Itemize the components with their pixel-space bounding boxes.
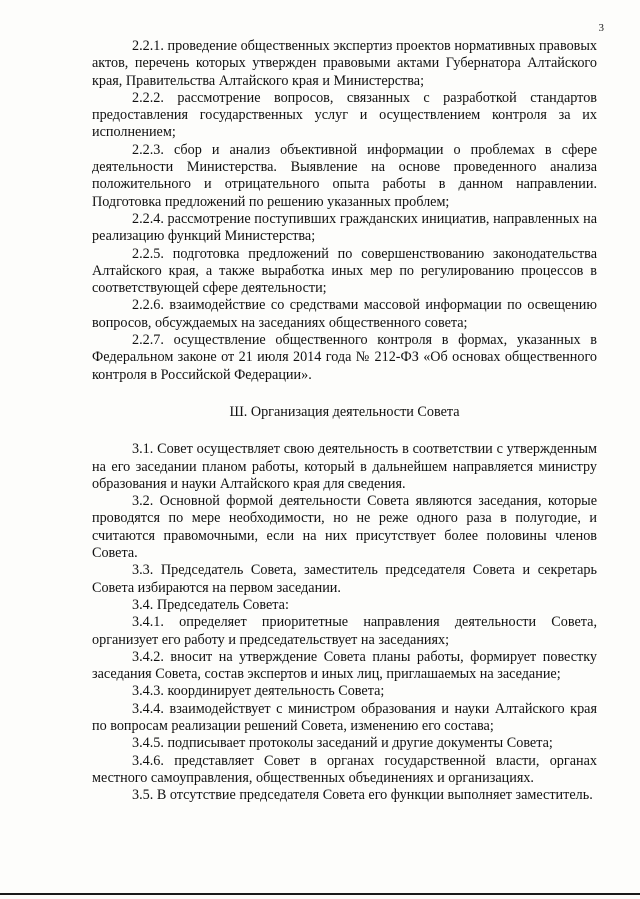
paragraph-2-2-4: 2.2.4. рассмотрение поступивших гражданских инициатив, направленных на реализацию функций Министерства;	[92, 210, 597, 245]
paragraph-3-4-2: 3.4.2. вносит на утверждение Совета планы работы, формирует повестку заседания Совета, состав экспертов и иных лиц, приглашаемых на заседание;	[92, 648, 597, 683]
page-number: 3	[598, 22, 604, 34]
paragraph-3-4-1: 3.4.1. определяет приоритетные направления деятельности Совета, организует его работу и председательствует на заседаниях;	[92, 614, 597, 648]
paragraph-2-2-2: 2.2.2. рассмотрение вопросов, связанных с разработкой стандартов предоставления государственных услуг и осуществлением контроля за их исполнением;	[92, 89, 597, 141]
document-body	[92, 38, 597, 804]
bottom-edge-line	[0, 893, 640, 895]
paragraph-3-4-5: 3.4.5. подписывает протоколы заседаний и другие документы Совета;	[132, 735, 553, 752]
paragraph-3-4-6: 3.4.6. представляет Совет в органах государственной власти, органах местного самоуправления, общественных объединениях и организациях.	[92, 752, 597, 786]
paragraph-3-4: 3.4. Председатель Совета:	[132, 596, 289, 613]
paragraph-2-2-6: 2.2.6. взаимодействие со средствами массовой информации по освещению вопросов, обсуждаемых на заседаниях общественного совета;	[92, 297, 597, 331]
paragraph-3-5: 3.5. В отсутствие председателя Совета его функции выполняет заместитель.	[132, 787, 593, 804]
paragraph-2-2-3: 2.2.3. сбор и анализ объективной информации о проблемах в сфере деятельности Министерства. Выявление на основе проведенного анализа положительного и отрицательного опыта работы в данном направлении. Подготовка предложений по решению указанных проблем;	[92, 141, 597, 210]
paragraph-3-3: 3.3. Председатель Совета, заместитель председателя Совета и секретарь Совета избираются на первом заседании.	[92, 562, 597, 596]
paragraph-3-4-3: 3.4.3. координирует деятельность Совета;	[132, 683, 385, 700]
paragraph-3-1: 3.1. Совет осуществляет свою деятельность в соответствии с утвержденным на его заседании планом работы, который в дальнейшем направляется министру образования и науки Алтайского края для сведения.	[92, 441, 597, 492]
paragraph-2-2-5: 2.2.5. подготовка предложений по совершенствованию законодательства Алтайского края, а также выработка иных мер по регулированию процессов в соответствующей сфере деятельности;	[92, 245, 597, 297]
paragraph-3-2: 3.2. Основной формой деятельности Совета являются заседания, которые проводятся по мере необходимости, но не реже одного раза в полугодие, и считаются правомочными, если на них присутствует более половины членов Совета.	[92, 493, 597, 562]
paragraph-2-2-7: 2.2.7. осуществление общественного контроля в формах, указанных в Федеральном законе от 21 июля 2014 года № 212-ФЗ «Об основах общественного контроля в Российской Федерации».	[92, 332, 597, 383]
paragraph-3-4-4: 3.4.4. взаимодействует с министром образования и науки Алтайского края по вопросам реализации решений Совета, изменению его состава;	[92, 700, 597, 734]
section-heading: Ш. Организация деятельности Совета	[229, 403, 460, 420]
paragraph-2-2-1: 2.2.1. проведение общественных экспертиз проектов нормативных правовых актов, перечень которых утвержден правовыми актами Губернатора Алтайского края, Правительства Алтайского края и Министерства;	[92, 38, 597, 89]
